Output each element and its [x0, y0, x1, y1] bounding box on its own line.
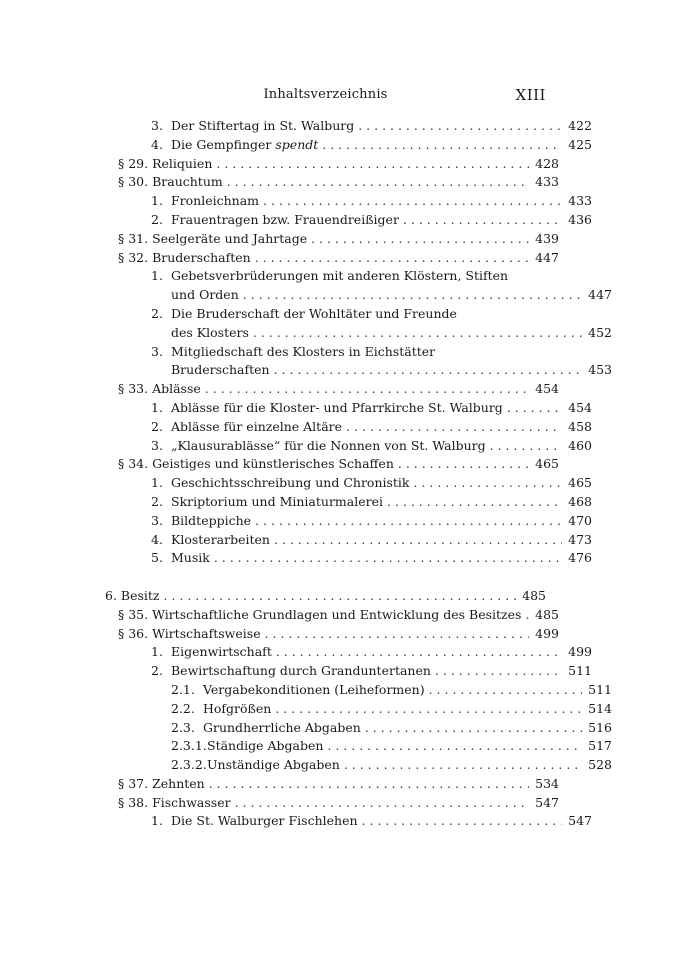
- dot-leader: [344, 756, 582, 775]
- toc-entry-page: 473: [568, 531, 592, 547]
- table-of-contents: [105, 117, 612, 831]
- toc-entry-line: [105, 756, 612, 775]
- section-gap: [105, 568, 546, 587]
- toc-entry-line: [105, 643, 592, 662]
- toc-entry: [105, 136, 592, 155]
- toc-entry-line: [105, 305, 592, 324]
- toc-entry-number: 2.: [151, 418, 163, 434]
- toc-entry-number: 2.: [151, 493, 163, 509]
- toc-entry-title: und Orden: [171, 287, 239, 303]
- toc-entry-page: 454: [535, 381, 559, 397]
- toc-entry: [105, 756, 612, 775]
- toc-entry: [105, 455, 559, 474]
- toc-entry: [105, 173, 559, 192]
- toc-entry-line: [105, 587, 546, 606]
- dot-leader: [265, 625, 529, 644]
- running-title: Inhaltsverzeichnis: [263, 87, 388, 102]
- toc-entry-title: Gebetsverbrüderungen mit anderen Klöstern, Stiften: [171, 268, 509, 284]
- toc-entry-title: Vergabekonditionen (Leiheformen): [203, 681, 425, 697]
- toc-entry-title: Hofgrößen: [203, 700, 272, 716]
- toc-entry-title: Ablässe für die Kloster- und Pfarrkirche St. Walburg: [171, 399, 503, 415]
- toc-entry-title: § 30. Brauchtum: [118, 174, 223, 190]
- toc-entry-page: 499: [535, 625, 559, 641]
- toc-entry: [105, 531, 592, 550]
- dot-leader: [525, 606, 529, 625]
- toc-entry-line: [105, 719, 612, 738]
- dot-leader: [387, 493, 562, 512]
- toc-entry: [105, 155, 559, 174]
- toc-entry-page: 433: [535, 174, 559, 190]
- toc-entry-line: [105, 324, 612, 343]
- toc-entry-page: 436: [568, 211, 592, 227]
- toc-entry-page: 534: [535, 775, 559, 791]
- toc-entry: [105, 305, 546, 324]
- toc-entry-page: 428: [535, 155, 559, 171]
- toc-entry-number: 1.: [151, 193, 163, 209]
- toc-entry-page: 460: [568, 437, 592, 453]
- toc-entry-line: [105, 794, 559, 813]
- toc-entry-title: § 36. Wirtschaftsweise: [118, 625, 261, 641]
- dot-leader: [274, 531, 562, 550]
- toc-entry-title: Grundherrliche Abgaben: [203, 719, 361, 735]
- toc-entry-line: [105, 230, 559, 249]
- toc-entry-page: 465: [568, 475, 592, 491]
- toc-entry-line: [105, 531, 592, 550]
- toc-entry-title: Musik: [171, 550, 210, 566]
- toc-entry-title: § 38. Fischwasser: [118, 794, 231, 810]
- toc-entry: [105, 230, 559, 249]
- toc-entry-title: § 35. Wirtschaftliche Grundlagen und Entwicklung des Besitzes: [118, 606, 522, 622]
- toc-entry-title: § 29. Reliquien: [118, 155, 213, 171]
- toc-entry-title: [171, 136, 318, 155]
- toc-entry: [105, 493, 592, 512]
- toc-entry-page: 476: [568, 550, 592, 566]
- toc-entry-line: [105, 211, 592, 230]
- dot-leader: [164, 587, 516, 606]
- toc-entry: [105, 662, 592, 681]
- toc-entry-title: Unständige Abgaben: [207, 757, 340, 773]
- toc-entry-page: 465: [535, 456, 559, 472]
- toc-entry-page: 447: [535, 249, 559, 265]
- toc-entry-line: [105, 267, 592, 286]
- toc-entry: [105, 606, 559, 625]
- toc-entry-line: [105, 474, 592, 493]
- toc-entry-title: Frauentragen bzw. Frauendreißiger: [171, 211, 399, 227]
- toc-entry-line: [105, 437, 592, 456]
- toc-entry: [105, 343, 546, 362]
- toc-entry: [105, 625, 559, 644]
- dot-leader: [311, 230, 529, 249]
- toc-entry-number: 3.: [151, 343, 163, 359]
- toc-entry-number: 2.3.: [171, 719, 195, 735]
- toc-entry-title: Ständige Abgaben: [207, 738, 324, 754]
- dot-leader: [235, 794, 529, 813]
- toc-entry-line: [105, 662, 592, 681]
- dot-leader: [490, 437, 562, 456]
- toc-entry-page: 425: [568, 136, 592, 152]
- dot-leader: [276, 643, 562, 662]
- toc-entry-number: 1.: [151, 475, 163, 491]
- toc-entry: [105, 587, 546, 606]
- toc-entry-line: [105, 418, 592, 437]
- toc-entry-line: [105, 361, 612, 380]
- toc-entry-page: 458: [568, 418, 592, 434]
- toc-entry-line: [105, 399, 592, 418]
- dot-leader: [403, 211, 562, 230]
- toc-entry: [105, 286, 612, 305]
- toc-entry-number: 2.: [151, 663, 163, 679]
- toc-entry-line: [105, 606, 559, 625]
- dot-leader: [362, 812, 562, 831]
- toc-entry-page: 454: [568, 399, 592, 415]
- toc-entry-line: [105, 286, 612, 305]
- toc-entry-page: 470: [568, 512, 592, 528]
- toc-entry-title: Ablässe für einzelne Altäre: [171, 418, 343, 434]
- toc-entry-line: [105, 155, 559, 174]
- toc-entry-line: [105, 173, 559, 192]
- toc-entry-title: § 31. Seelgeräte und Jahrtage: [118, 230, 308, 246]
- toc-entry-line: [105, 493, 592, 512]
- toc-entry-line: [105, 681, 612, 700]
- toc-entry-line: [105, 455, 559, 474]
- toc-entry: [105, 737, 612, 756]
- toc-entry-title: § 33. Ablässe: [118, 381, 201, 397]
- page-header: [105, 84, 546, 106]
- page-number: XIII: [515, 86, 546, 104]
- toc-entry-page: 511: [568, 663, 592, 679]
- toc-entry-page: 447: [588, 287, 612, 303]
- dot-leader: [398, 455, 529, 474]
- toc-entry-number: 1.: [151, 399, 163, 415]
- toc-entry-title: Bewirtschaftung durch Granduntertanen: [171, 663, 431, 679]
- toc-entry: [105, 211, 592, 230]
- toc-entry-title: Skriptorium und Miniaturmalerei: [171, 493, 384, 509]
- toc-entry-title: Fronleichnam: [171, 193, 260, 209]
- toc-entry-title: Eigenwirtschaft: [171, 644, 272, 660]
- toc-entry-title: Die St. Walburger Fischlehen: [171, 813, 358, 829]
- toc-entry: [105, 775, 559, 794]
- toc-entry-line: [105, 549, 592, 568]
- toc-entry-page: 511: [588, 681, 612, 697]
- toc-entry-line: [105, 117, 592, 136]
- toc-entry-title: Klosterarbeiten: [171, 531, 270, 547]
- toc-entry-number: 2.: [151, 305, 163, 321]
- toc-entry-title: Bruderschaften: [171, 362, 270, 378]
- toc-entry-title: „Klausurablässe“ für die Nonnen von St. Walburg: [171, 437, 486, 453]
- dot-leader: [365, 719, 582, 738]
- toc-entry-page: 517: [588, 738, 612, 754]
- toc-entry-line: [105, 192, 592, 211]
- dot-leader: [414, 474, 562, 493]
- toc-entry: [105, 549, 592, 568]
- toc-entry-line: [105, 812, 592, 831]
- dot-leader: [209, 775, 529, 794]
- toc-entry: [105, 643, 592, 662]
- toc-entry-line: [105, 343, 592, 362]
- toc-entry-page: 422: [568, 118, 592, 133]
- toc-entry: [105, 267, 546, 286]
- toc-entry: [105, 361, 612, 380]
- toc-entry-page: 485: [522, 587, 546, 603]
- dot-leader: [216, 155, 529, 174]
- toc-entry: [105, 418, 592, 437]
- toc-entry-title: Mitgliedschaft des Klosters in Eichstätter: [171, 343, 436, 359]
- toc-entry-number: 1.: [151, 268, 163, 284]
- toc-entry: [105, 719, 612, 738]
- toc-entry-number: 2.3.2.: [171, 757, 207, 773]
- dot-leader: [263, 192, 562, 211]
- toc-entry-title: Die Bruderschaft der Wohltäter und Freunde: [171, 305, 457, 321]
- toc-entry-number: 1.: [151, 644, 163, 660]
- toc-entry-number: 2.3.1.: [171, 738, 207, 754]
- toc-entry-line: [105, 136, 592, 155]
- toc-entry-line: [105, 625, 559, 644]
- toc-entry-number: 3.: [151, 512, 163, 528]
- toc-entry-page: 547: [568, 813, 592, 829]
- toc-entry-line: [105, 512, 592, 531]
- toc-entry: [105, 380, 559, 399]
- toc-entry-title: Bildteppiche: [171, 512, 252, 528]
- dot-leader: [253, 324, 582, 343]
- toc-entry-line: [105, 700, 612, 719]
- dot-leader: [358, 117, 562, 136]
- toc-entry-line: [105, 737, 612, 756]
- toc-entry: [105, 794, 559, 813]
- toc-entry-title: 6. Besitz: [105, 587, 160, 603]
- toc-entry-title: § 32. Bruderschaften: [118, 249, 251, 265]
- toc-entry-number: 2.2.: [171, 700, 195, 716]
- toc-entry-title: des Klosters: [171, 324, 249, 340]
- toc-entry-page: 439: [535, 230, 559, 246]
- dot-leader: [243, 286, 582, 305]
- toc-entry-title: § 34. Geistiges und künstlerisches Schaffen: [118, 456, 394, 472]
- toc-entry-page: 514: [588, 700, 612, 716]
- toc-entry: [105, 117, 592, 136]
- toc-entry: [105, 474, 592, 493]
- toc-entry-number: 2.: [151, 211, 163, 227]
- dot-leader: [429, 681, 582, 700]
- toc-entry: [105, 437, 592, 456]
- dot-leader: [322, 136, 562, 155]
- dot-leader: [507, 399, 562, 418]
- dot-leader: [274, 361, 582, 380]
- toc-entry-number: 1.: [151, 813, 163, 829]
- toc-entry-page: 547: [535, 794, 559, 810]
- toc-entry: [105, 324, 612, 343]
- dot-leader: [205, 380, 529, 399]
- toc-entry-title: § 37. Zehnten: [118, 775, 205, 791]
- toc-entry: [105, 681, 612, 700]
- toc-entry: [105, 700, 612, 719]
- toc-entry-number: 4.: [151, 531, 163, 547]
- dot-leader: [435, 662, 562, 681]
- toc-entry-page: 453: [588, 362, 612, 378]
- dot-leader: [346, 418, 562, 437]
- dot-leader: [327, 737, 582, 756]
- toc-entry-title-italic: spendt: [275, 136, 319, 152]
- toc-entry: [105, 249, 559, 268]
- toc-entry-line: [105, 775, 559, 794]
- toc-entry-number: 3.: [151, 437, 163, 453]
- toc-entry-line: [105, 380, 559, 399]
- toc-entry-page: 516: [588, 719, 612, 735]
- toc-entry-number: 5.: [151, 550, 163, 566]
- toc-entry-title-part: Die Gempfinger: [171, 136, 276, 152]
- toc-entry: [105, 399, 592, 418]
- toc-entry-title: Der Stiftertag in St. Walburg: [171, 118, 355, 133]
- toc-entry-page: 468: [568, 493, 592, 509]
- toc-entry: [105, 192, 592, 211]
- toc-entry-page: 452: [588, 324, 612, 340]
- dot-leader: [255, 249, 529, 268]
- toc-entry-page: 433: [568, 193, 592, 209]
- toc-entry: [105, 512, 592, 531]
- toc-entry-title: Geschichtsschreibung und Chronistik: [171, 475, 410, 491]
- dot-leader: [255, 512, 562, 531]
- toc-entry-number: 2.1.: [171, 681, 195, 697]
- toc-entry-number: 4.: [151, 136, 163, 152]
- toc-entry-page: 485: [535, 606, 559, 622]
- dot-leader: [275, 700, 582, 719]
- toc-entry: [105, 812, 592, 831]
- toc-entry-number: 3.: [151, 118, 163, 133]
- toc-entry-line: [105, 249, 559, 268]
- toc-entry-page: 499: [568, 644, 592, 660]
- toc-entry-page: 528: [588, 757, 612, 773]
- dot-leader: [227, 173, 529, 192]
- dot-leader: [214, 549, 562, 568]
